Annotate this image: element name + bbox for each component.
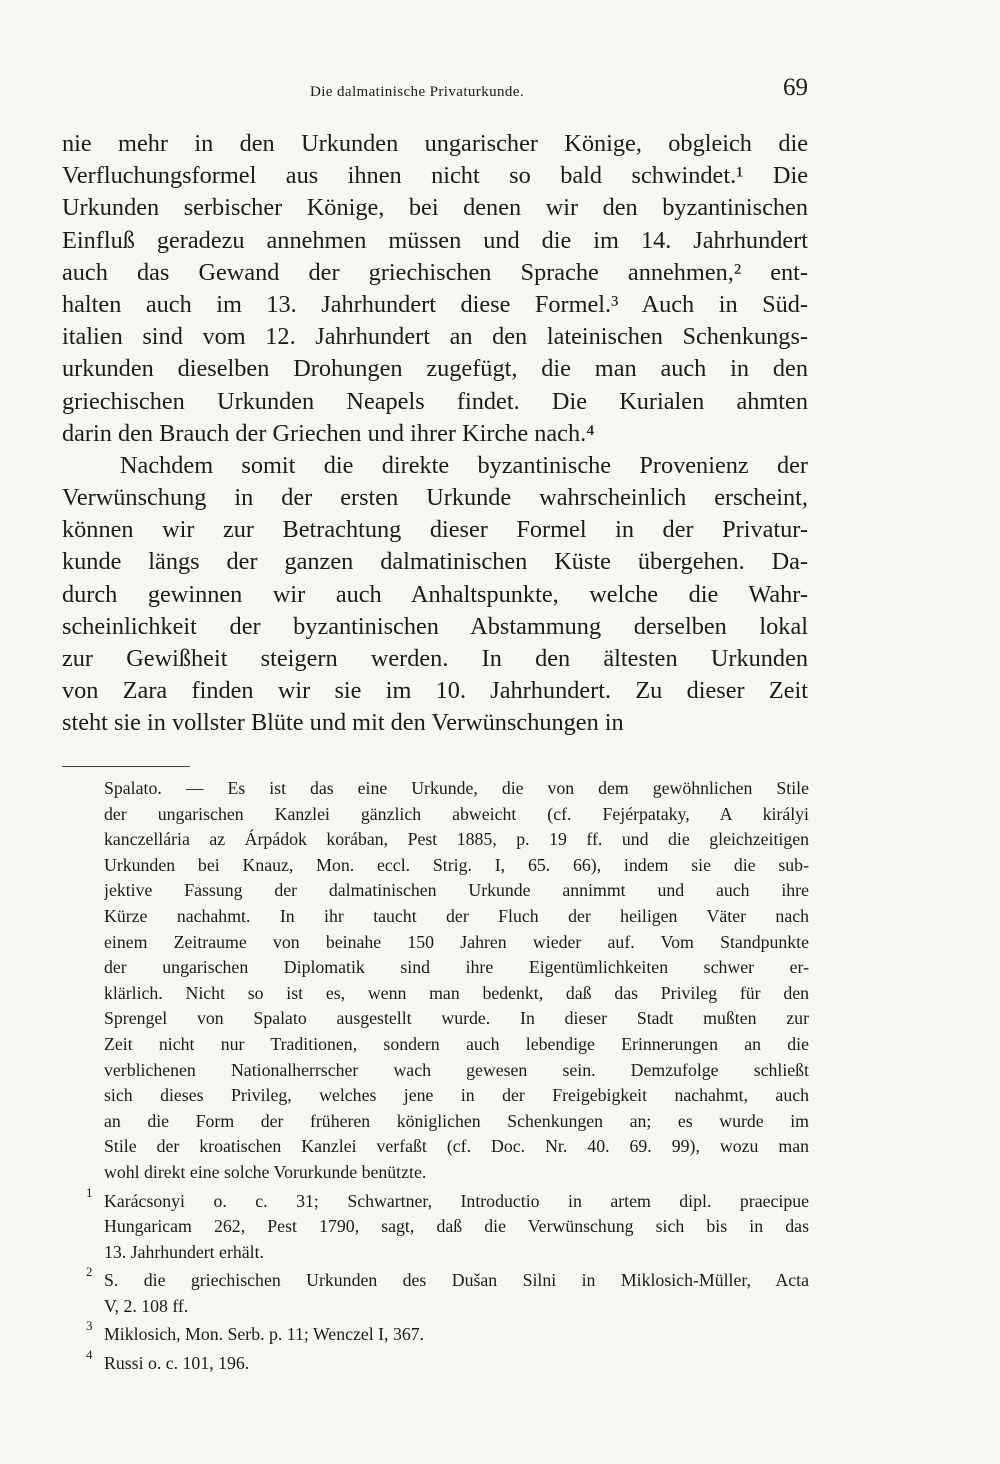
footnote-line: Karácsonyi o. c. 31; Schwartner, Introductio in artem dipl. praecipue xyxy=(104,1190,809,1211)
body-line: zur Gewißheit steigern werden. In den ältesten Urkunden xyxy=(62,645,808,672)
footnote-line: klärlich. Nicht so ist es, wenn man bedenkt, daß das Privileg für den xyxy=(104,982,809,1003)
body-line: Einfluß geradezu annehmen müssen und die im 14. Jahrhundert xyxy=(62,226,808,254)
footnotes xyxy=(86,776,809,1377)
footnote-line: Sprengel von Spalato ausgestellt wurde. In dieser Stadt mußten zur xyxy=(104,1008,809,1029)
footnote-line: wohl direkt eine solche Vorurkunde benützte. xyxy=(104,1161,427,1182)
footnote-line: Hungaricam 262, Pest 1790, sagt, daß die Verwünschung sich bis in das xyxy=(104,1216,809,1237)
body-line: Urkunden serbischer Könige, bei denen wir den byzantinischen xyxy=(62,194,808,222)
footnote-3 xyxy=(86,1318,809,1348)
body-line: nie mehr in den Urkunden ungarischer Könige, obgleich die xyxy=(62,130,808,157)
body-line: italien sind vom 12. Jahrhundert an den lateinischen Schenkungs- xyxy=(62,323,808,351)
body-line: griechischen Urkunden Neapels findet. Die Kurialen ahmten xyxy=(62,387,808,415)
footnote-separator xyxy=(62,766,190,767)
footnote-mark: 2 xyxy=(86,1264,93,1280)
footnote-line: verblichenen Nationalherrscher wach gewesen sein. Demzufolge schließt xyxy=(104,1059,809,1080)
footnote-line: Miklosich, Mon. Serb. p. 11; Wenczel I, 367. xyxy=(104,1324,425,1345)
footnote-4 xyxy=(86,1347,809,1377)
body-line: steht sie in vollster Blüte und mit den Verwünschungen in xyxy=(62,709,624,737)
body-line: darin den Brauch der Griechen und ihrer Kirche nach.⁴ xyxy=(62,419,595,447)
footnote-line: jektive Fassung der dalmatinischen Urkunde annimmt und auch ihre xyxy=(104,880,809,901)
body-line: durch gewinnen wir auch Anhaltspunkte, welche die Wahr- xyxy=(62,580,808,608)
body-line: Nachdem somit die direkte byzantinische Provenienz der xyxy=(120,451,808,479)
body-line: auch das Gewand der griechischen Sprache annehmen,² ent- xyxy=(62,258,808,286)
footnote-line: V, 2. 108 ff. xyxy=(104,1295,189,1316)
body-line: kunde längs der ganzen dalmatinischen Küste übergehen. Da- xyxy=(62,548,808,576)
footnote-line: S. die griechischen Urkunden des Dušan Silni in Miklosich-Müller, Acta xyxy=(104,1270,809,1291)
body-line: können wir zur Betrachtung dieser Formel in der Privatur- xyxy=(62,516,808,544)
footnote-2 xyxy=(86,1264,809,1319)
footnote-line: Urkunden bei Knauz, Mon. eccl. Strig. I, 65. 66), indem sie die sub- xyxy=(104,854,809,875)
body-line: Verwünschung in der ersten Urkunde wahrscheinlich erscheint, xyxy=(62,484,808,512)
footnote-mark: 1 xyxy=(86,1184,93,1200)
footnote-line: Spalato. — Es ist das eine Urkunde, die von dem gewöhnlichen Stile xyxy=(104,778,809,798)
body-line: urkunden dieselben Drohungen zugefügt, die man auch in den xyxy=(62,355,808,383)
footnote-continuation xyxy=(104,776,809,1186)
running-head: Die dalmatinische Privaturkunde. xyxy=(310,84,524,100)
footnote-mark: 3 xyxy=(86,1318,93,1334)
footnote-line: einem Zeitraume von beinahe 150 Jahren wieder auf. Vom Standpunkte xyxy=(104,931,809,952)
footnote-line: Kürze nachahmt. In ihr taucht der Fluch der heiligen Väter nach xyxy=(104,905,809,926)
footnote-line: Stile der kroatischen Kanzlei verfaßt (cf. Doc. Nr. 40. 69. 99), wozu man xyxy=(104,1136,809,1157)
footnote-line: Russi o. c. 101, 196. xyxy=(104,1353,250,1374)
body-line: Verfluchungsformel aus ihnen nicht so bald schwindet.¹ Die xyxy=(62,162,808,190)
body-line: halten auch im 13. Jahrhundert diese Formel.³ Auch in Süd- xyxy=(62,290,808,318)
footnote-line: 13. Jahrhundert erhält. xyxy=(104,1241,264,1262)
footnote-line: der ungarischen Kanzlei gänzlich abweicht (cf. Fejérpataky, A királyi xyxy=(104,803,809,824)
body-text xyxy=(62,128,808,740)
footnote-1 xyxy=(86,1184,809,1266)
body-line: von Zara finden wir sie im 10. Jahrhundert. Zu dieser Zeit xyxy=(62,677,808,705)
footnote-line: Zeit nicht nur Traditionen, sondern auch lebendige Erinnerungen an die xyxy=(104,1033,809,1054)
footnote-line: sich dieses Privileg, welches jene in der Freigebigkeit nachahmt, auch xyxy=(104,1085,809,1106)
footnote-line: an die Form der früheren königlichen Schenkungen an; es wurde im xyxy=(104,1110,809,1131)
footnote-mark: 4 xyxy=(86,1347,93,1363)
footnote-line: der ungarischen Diplomatik sind ihre Eigentümlichkeiten schwer er- xyxy=(104,957,809,978)
body-line: scheinlichkeit der byzantinischen Abstammung derselben lokal xyxy=(62,612,808,640)
footnote-line: kanczellária az Árpádok korában, Pest 1885, p. 19 ff. und die gleichzeitigen xyxy=(104,829,809,850)
page-header xyxy=(62,74,808,110)
page-number: 69 xyxy=(783,74,808,101)
